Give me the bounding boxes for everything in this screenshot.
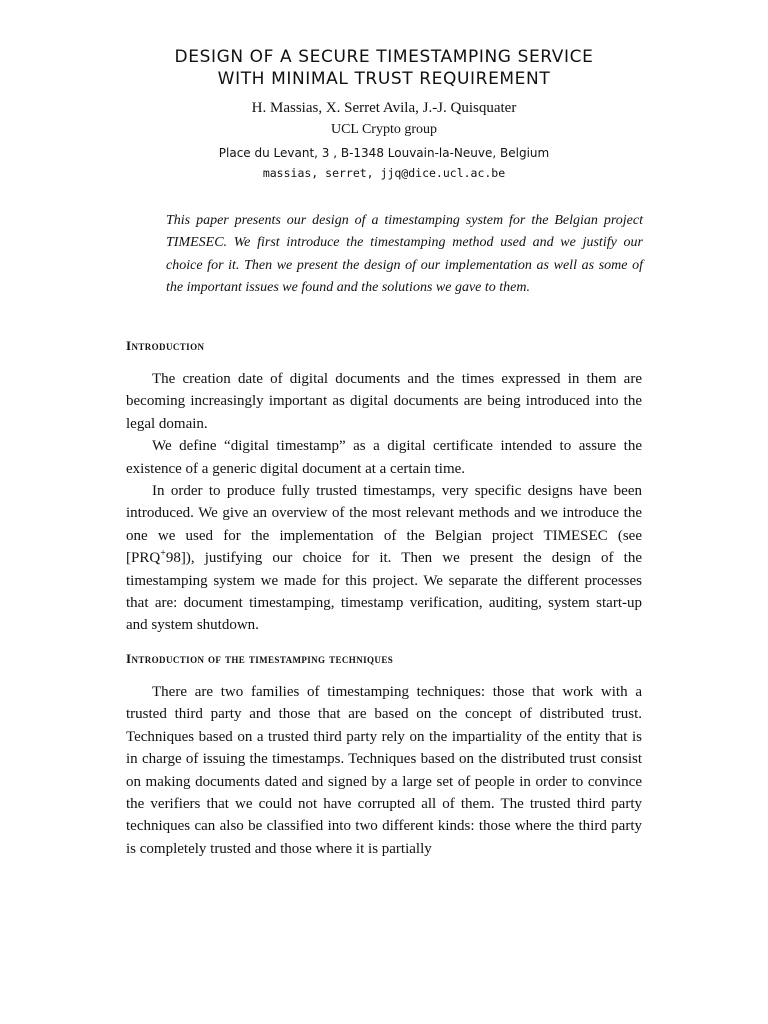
paragraph-text: In order to produce fully trusted timestamps, very specific designs have been introduced. We give an overview of the most relevant methods and we introduce the one we used for the implementation of the Belgian project TIMESEC (see [PRQ [126,483,642,567]
superscript: + [160,548,166,560]
paper-title-line-2: WITH MINIMAL TRUST REQUIREMENT [217,69,551,89]
section-heading-techniques: Introduction of the timestamping techniques [126,651,394,666]
email: massias, serret, jjq@dice.ucl.ac.be [262,166,506,180]
authors: H. Massias, X. Serret Avila, J.-J. Quisquater [251,100,517,116]
paragraph [126,480,642,637]
affiliation: UCL Crypto group [330,122,438,137]
section-heading-introduction: Introduction [126,338,205,353]
paragraph-text: 98]), justifying our choice for it. Then we present the design of the timestamping system we made for this project. We separate the different processes that are: document timestamping, timestamp verification, auditing, system start-up and system shutdown. [126,550,642,634]
paper-title-line-1: DESIGN OF A SECURE TIMESTAMPING SERVICE [174,47,594,67]
section-body-introduction [126,368,642,637]
section-body-techniques [126,681,642,860]
address: Place du Levant, 3 , B-1348 Louvain-la-Neuve, Belgium [218,146,550,160]
paragraph: There are two families of timestamping techniques: those that work with a trusted third party and those that are based on the concept of distributed trust. Techniques based on a trusted third party rely on the impartiality of the entity that is in charge of issuing the timestamps. Techniques based on the distributed trust consist on making documents dated and signed by a large set of people in order to convince the verifiers that we could not have corrupted all of them. The trusted third party techniques can also be classified into two different kinds: those where the third party is completely trusted and those where it is partially [126,684,642,857]
paragraph: We define “digital timestamp” as a digital certificate intended to assure the existence of a generic digital document at a certain time. [126,438,642,477]
paragraph: The creation date of digital documents and the times expressed in them are becoming increasingly important as digital documents are being introduced into the legal domain. [126,371,642,432]
abstract: This paper presents our design of a timestamping system for the Belgian project TIMESEC. We first introduce the timestamping method used and we justify our choice for it. Then we present the design of our implementation as well as some of the important issues we found and the solutions we gave to them. [166,213,643,295]
